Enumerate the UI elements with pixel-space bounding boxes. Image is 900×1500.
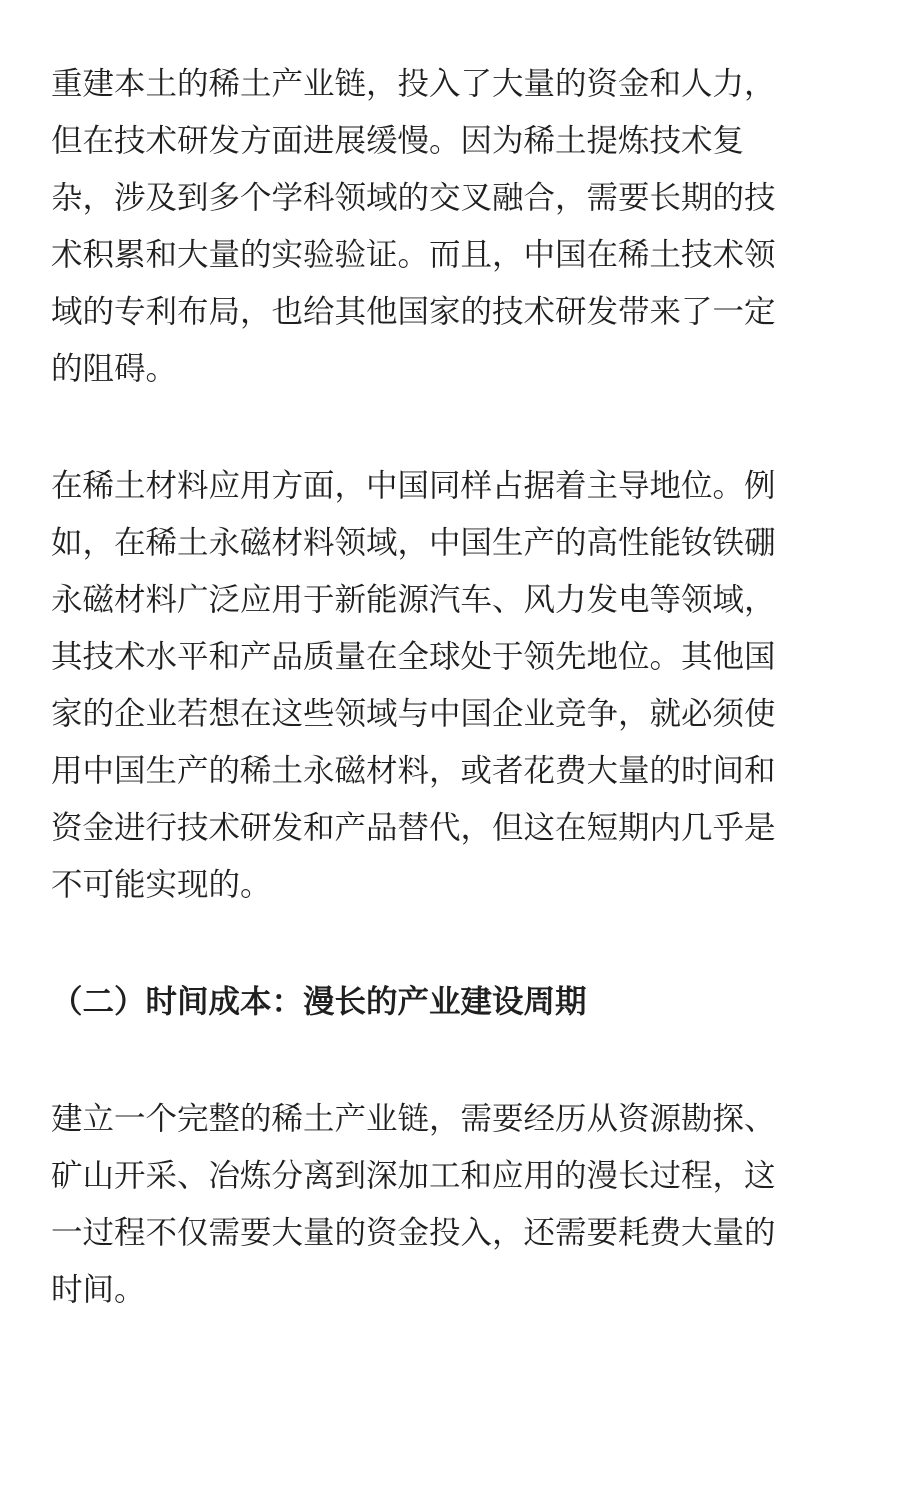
paragraph-line: 术积累和大量的实验验证。而且，中国在稀土技术领 xyxy=(51,237,776,273)
paragraph-line: 杂，涉及到多个学科领域的交叉融合，需要长期的技 xyxy=(51,180,776,216)
paragraph-line: 域的专利布局，也给其他国家的技术研发带来了一定 xyxy=(51,294,776,330)
paragraph-line: 但在技术研发方面进展缓慢。因为稀土提炼技术复 xyxy=(51,123,745,159)
paragraph-2 xyxy=(51,458,850,914)
paragraph-line: 在稀土材料应用方面，中国同样占据着主导地位。例 xyxy=(51,468,776,504)
paragraph-3 xyxy=(51,1091,850,1319)
paragraph-line: 如，在稀土永磁材料领域，中国生产的高性能钕铁硼 xyxy=(51,525,776,561)
paragraph-line: 的阻碍。 xyxy=(51,351,178,387)
paragraph-line: 不可能实现的。 xyxy=(51,867,272,903)
paragraph-line: 矿山开采、冶炼分离到深加工和应用的漫长过程，这 xyxy=(51,1158,776,1194)
section-heading: （二）时间成本：漫长的产业建设周期 xyxy=(51,984,587,1020)
paragraph-spacer xyxy=(51,914,850,974)
paragraph-line: 一过程不仅需要大量的资金投入，还需要耗费大量的 xyxy=(51,1215,776,1251)
paragraph-line: 用中国生产的稀土永磁材料，或者花费大量的时间和 xyxy=(51,753,776,789)
paragraph-1 xyxy=(51,56,850,398)
paragraph-line: 家的企业若想在这些领域与中国企业竞争，就必须使 xyxy=(51,696,776,732)
paragraph-line: 其技术水平和产品质量在全球处于领先地位。其他国 xyxy=(51,639,776,675)
paragraph-spacer xyxy=(51,1031,850,1091)
paragraph-line: 重建本土的稀土产业链，投入了大量的资金和人力， xyxy=(51,66,776,102)
paragraph-line: 时间。 xyxy=(51,1272,146,1308)
paragraph-line: 永磁材料广泛应用于新能源汽车、风力发电等领域， xyxy=(51,582,776,618)
paragraph-spacer xyxy=(51,398,850,458)
paragraph-line: 资金进行技术研发和产品替代，但这在短期内几乎是 xyxy=(51,810,776,846)
paragraph-line: 建立一个完整的稀土产业链，需要经历从资源勘探、 xyxy=(51,1101,776,1137)
